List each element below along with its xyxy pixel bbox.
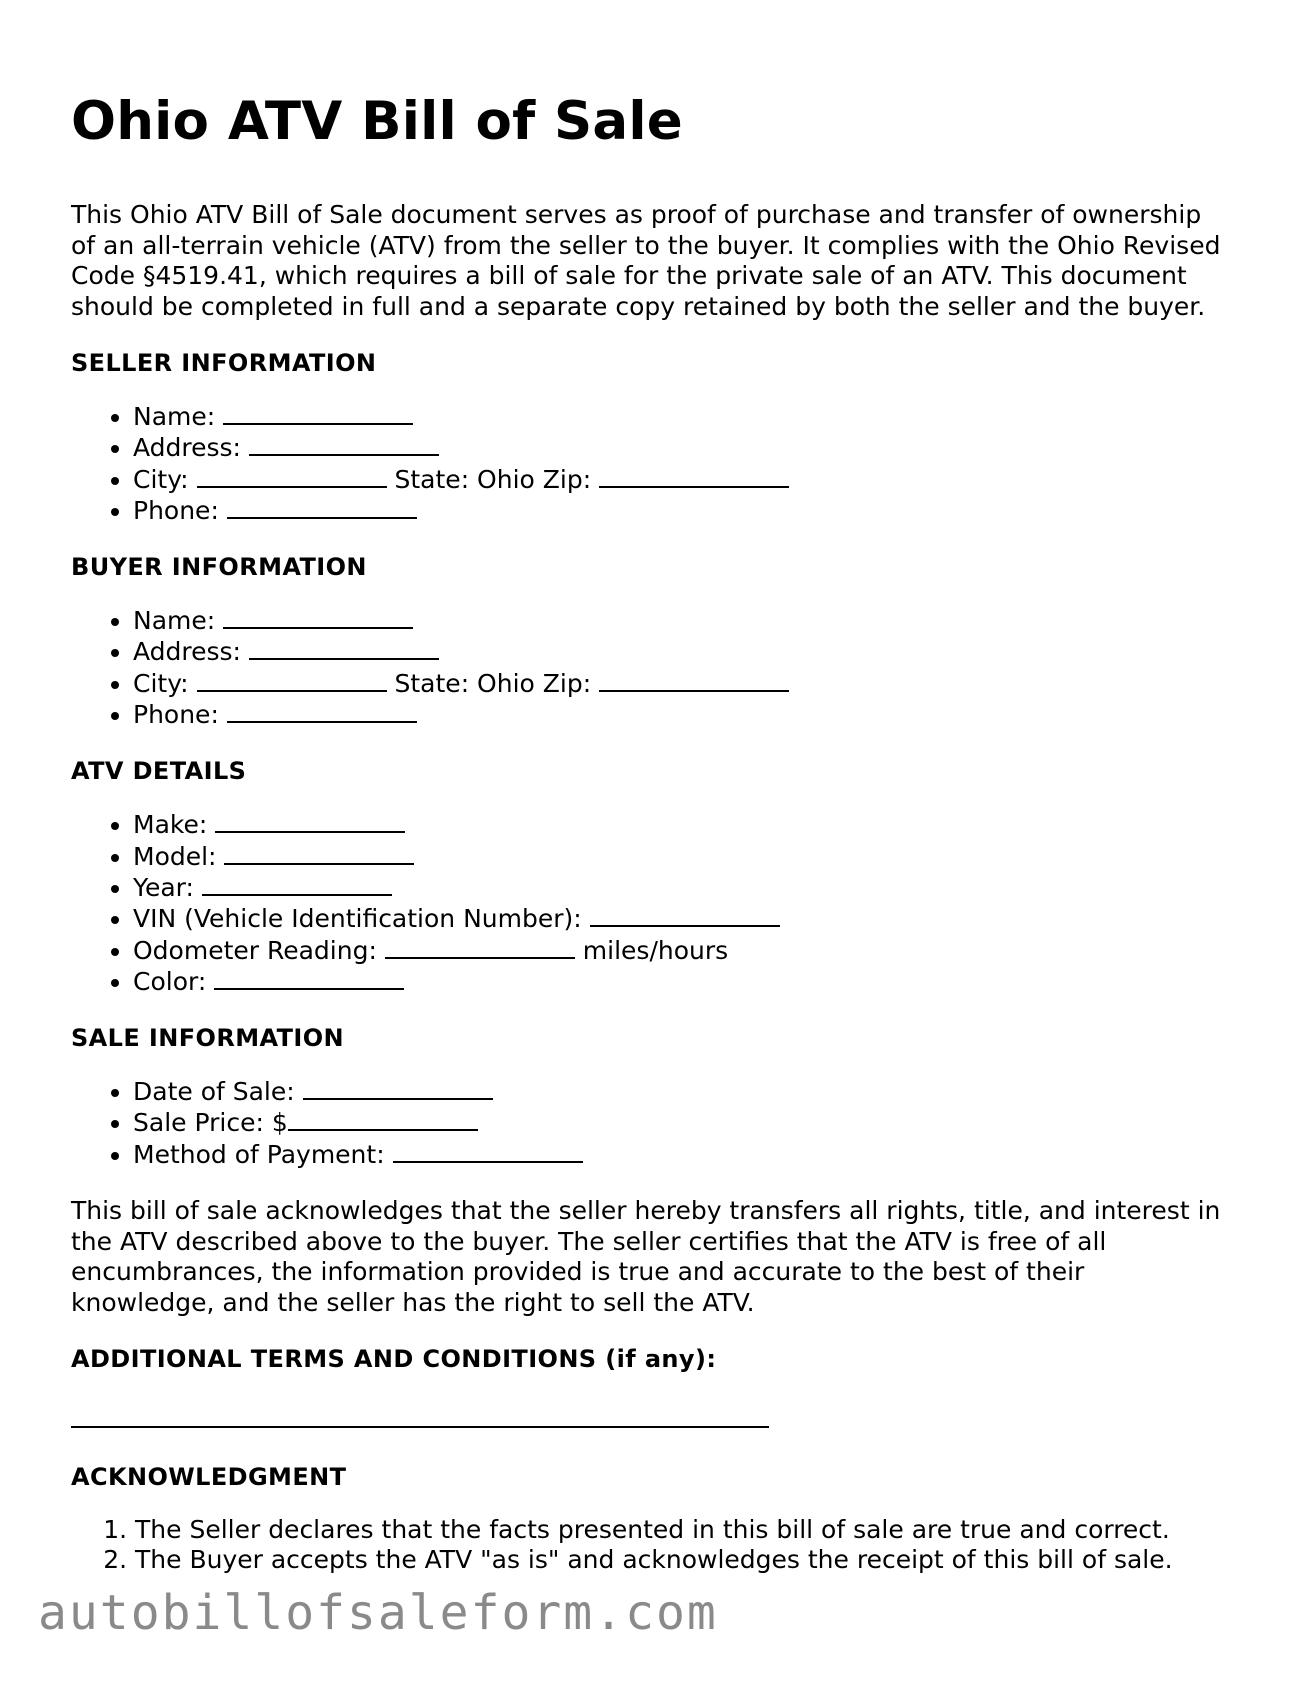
buyer-state-zip-label: State: Ohio Zip: [394, 668, 592, 698]
acknowledgment-list [71, 1515, 1231, 1576]
atv-year-label: Year: [133, 872, 194, 902]
atv-model-label: Model: [133, 841, 217, 871]
buyer-fields-list [71, 605, 1231, 730]
atv-make-label: Make: [133, 810, 208, 840]
atv-odometer-unit: miles/hours [582, 935, 729, 965]
seller-city-label: City: [133, 464, 189, 494]
seller-section-heading: SELLER INFORMATION [71, 349, 377, 377]
atv-odometer-blank[interactable] [385, 935, 575, 959]
intro-paragraph: This Ohio ATV Bill of Sale document serves as proof of purchase and transfer of ownership of an all-terrain vehicle (ATV) from the seller to the buyer. It complies with the Ohio Revised Code §4519.41, which requires a bill of sale for the private sale of an ATV. This document should be completed in full and a separate copy retained by both the seller and the buyer. [71, 200, 1221, 321]
atv-color-field [133, 966, 1231, 997]
atv-fields-list [71, 809, 1231, 997]
seller-name-blank[interactable] [223, 401, 413, 425]
sale-date-blank[interactable] [303, 1076, 493, 1100]
atv-vin-blank[interactable] [590, 903, 780, 927]
seller-state-zip-label: State: Ohio Zip: [394, 464, 592, 494]
atv-model-field [133, 841, 1231, 872]
buyer-phone-label: Phone: [133, 700, 219, 730]
buyer-phone-field [133, 699, 1231, 730]
sale-payment-blank[interactable] [393, 1139, 583, 1163]
atv-color-label: Color: [133, 966, 207, 996]
terms-section-heading: ADDITIONAL TERMS AND CONDITIONS (if any): [71, 1345, 717, 1374]
buyer-phone-blank[interactable] [227, 699, 417, 723]
seller-name-label: Name: [133, 402, 216, 431]
seller-phone-field [133, 495, 1231, 526]
seller-name-field [133, 401, 1231, 432]
atv-vin-label: VIN (Vehicle Identification Number): [133, 904, 582, 934]
watermark-text: autobillofsaleform.com [38, 1585, 718, 1641]
buyer-city-blank[interactable] [197, 668, 387, 692]
sale-price-label: Sale Price: $ [133, 1108, 288, 1138]
terms-blank-line[interactable] [71, 1426, 769, 1428]
acknowledgment-item-seller: 1. The Seller declares that the facts presented in this bill of sale are true and correct. [135, 1515, 1231, 1545]
buyer-address-blank[interactable] [249, 636, 439, 660]
atv-odometer-label: Odometer Reading: [133, 935, 377, 965]
bill-of-sale-document [71, 0, 1231, 1576]
sale-price-field [133, 1107, 1231, 1138]
buyer-name-field [133, 605, 1231, 636]
atv-vin-field [133, 903, 1231, 934]
sale-date-field [133, 1076, 1231, 1107]
sale-payment-field [133, 1139, 1231, 1170]
page-title: Ohio ATV Bill of Sale [71, 91, 683, 152]
buyer-name-label: Name: [133, 606, 216, 636]
buyer-name-blank[interactable] [223, 605, 413, 629]
atv-odometer-field [133, 935, 1231, 966]
buyer-city-label: City: [133, 668, 189, 698]
seller-phone-label: Phone: [133, 495, 219, 525]
buyer-section-heading: BUYER INFORMATION [71, 553, 367, 582]
atv-section-heading: ATV DETAILS [71, 757, 247, 786]
buyer-address-label: Address: [133, 637, 241, 667]
seller-city-blank[interactable] [197, 464, 387, 488]
seller-phone-blank[interactable] [227, 495, 417, 519]
seller-address-blank[interactable] [249, 432, 439, 456]
sale-payment-label: Method of Payment: [133, 1139, 385, 1169]
atv-make-field [133, 809, 1231, 840]
sale-date-label: Date of Sale: [133, 1077, 295, 1107]
buyer-zip-blank[interactable] [599, 668, 789, 692]
seller-city-field [133, 464, 1231, 495]
acknowledgment-section-heading: ACKNOWLEDGMENT [71, 1463, 347, 1492]
seller-address-label: Address: [133, 433, 241, 463]
buyer-city-field [133, 668, 1231, 699]
sale-fields-list [71, 1076, 1231, 1170]
seller-address-field [133, 432, 1231, 463]
transfer-statement-paragraph: This bill of sale acknowledges that the seller hereby transfers all rights, title, and interest in the ATV described above to the buyer. The seller certifies that the ATV is free of all encumbrances, the information provided is true and accurate to the best of their knowledge, and the seller has the right to sell the ATV. [71, 1196, 1221, 1317]
atv-make-blank[interactable] [215, 809, 405, 833]
seller-zip-blank[interactable] [599, 464, 789, 488]
atv-model-blank[interactable] [224, 841, 414, 865]
seller-fields-list [71, 401, 1231, 526]
acknowledgment-item-buyer: 2. The Buyer accepts the ATV "as is" and acknowledges the receipt of this bill of sale. [135, 1545, 1231, 1575]
sale-price-blank[interactable] [288, 1107, 478, 1131]
atv-year-field [133, 872, 1231, 903]
buyer-address-field [133, 636, 1231, 667]
sale-section-heading: SALE INFORMATION [71, 1024, 344, 1053]
atv-year-blank[interactable] [202, 872, 392, 896]
atv-color-blank[interactable] [214, 966, 404, 990]
